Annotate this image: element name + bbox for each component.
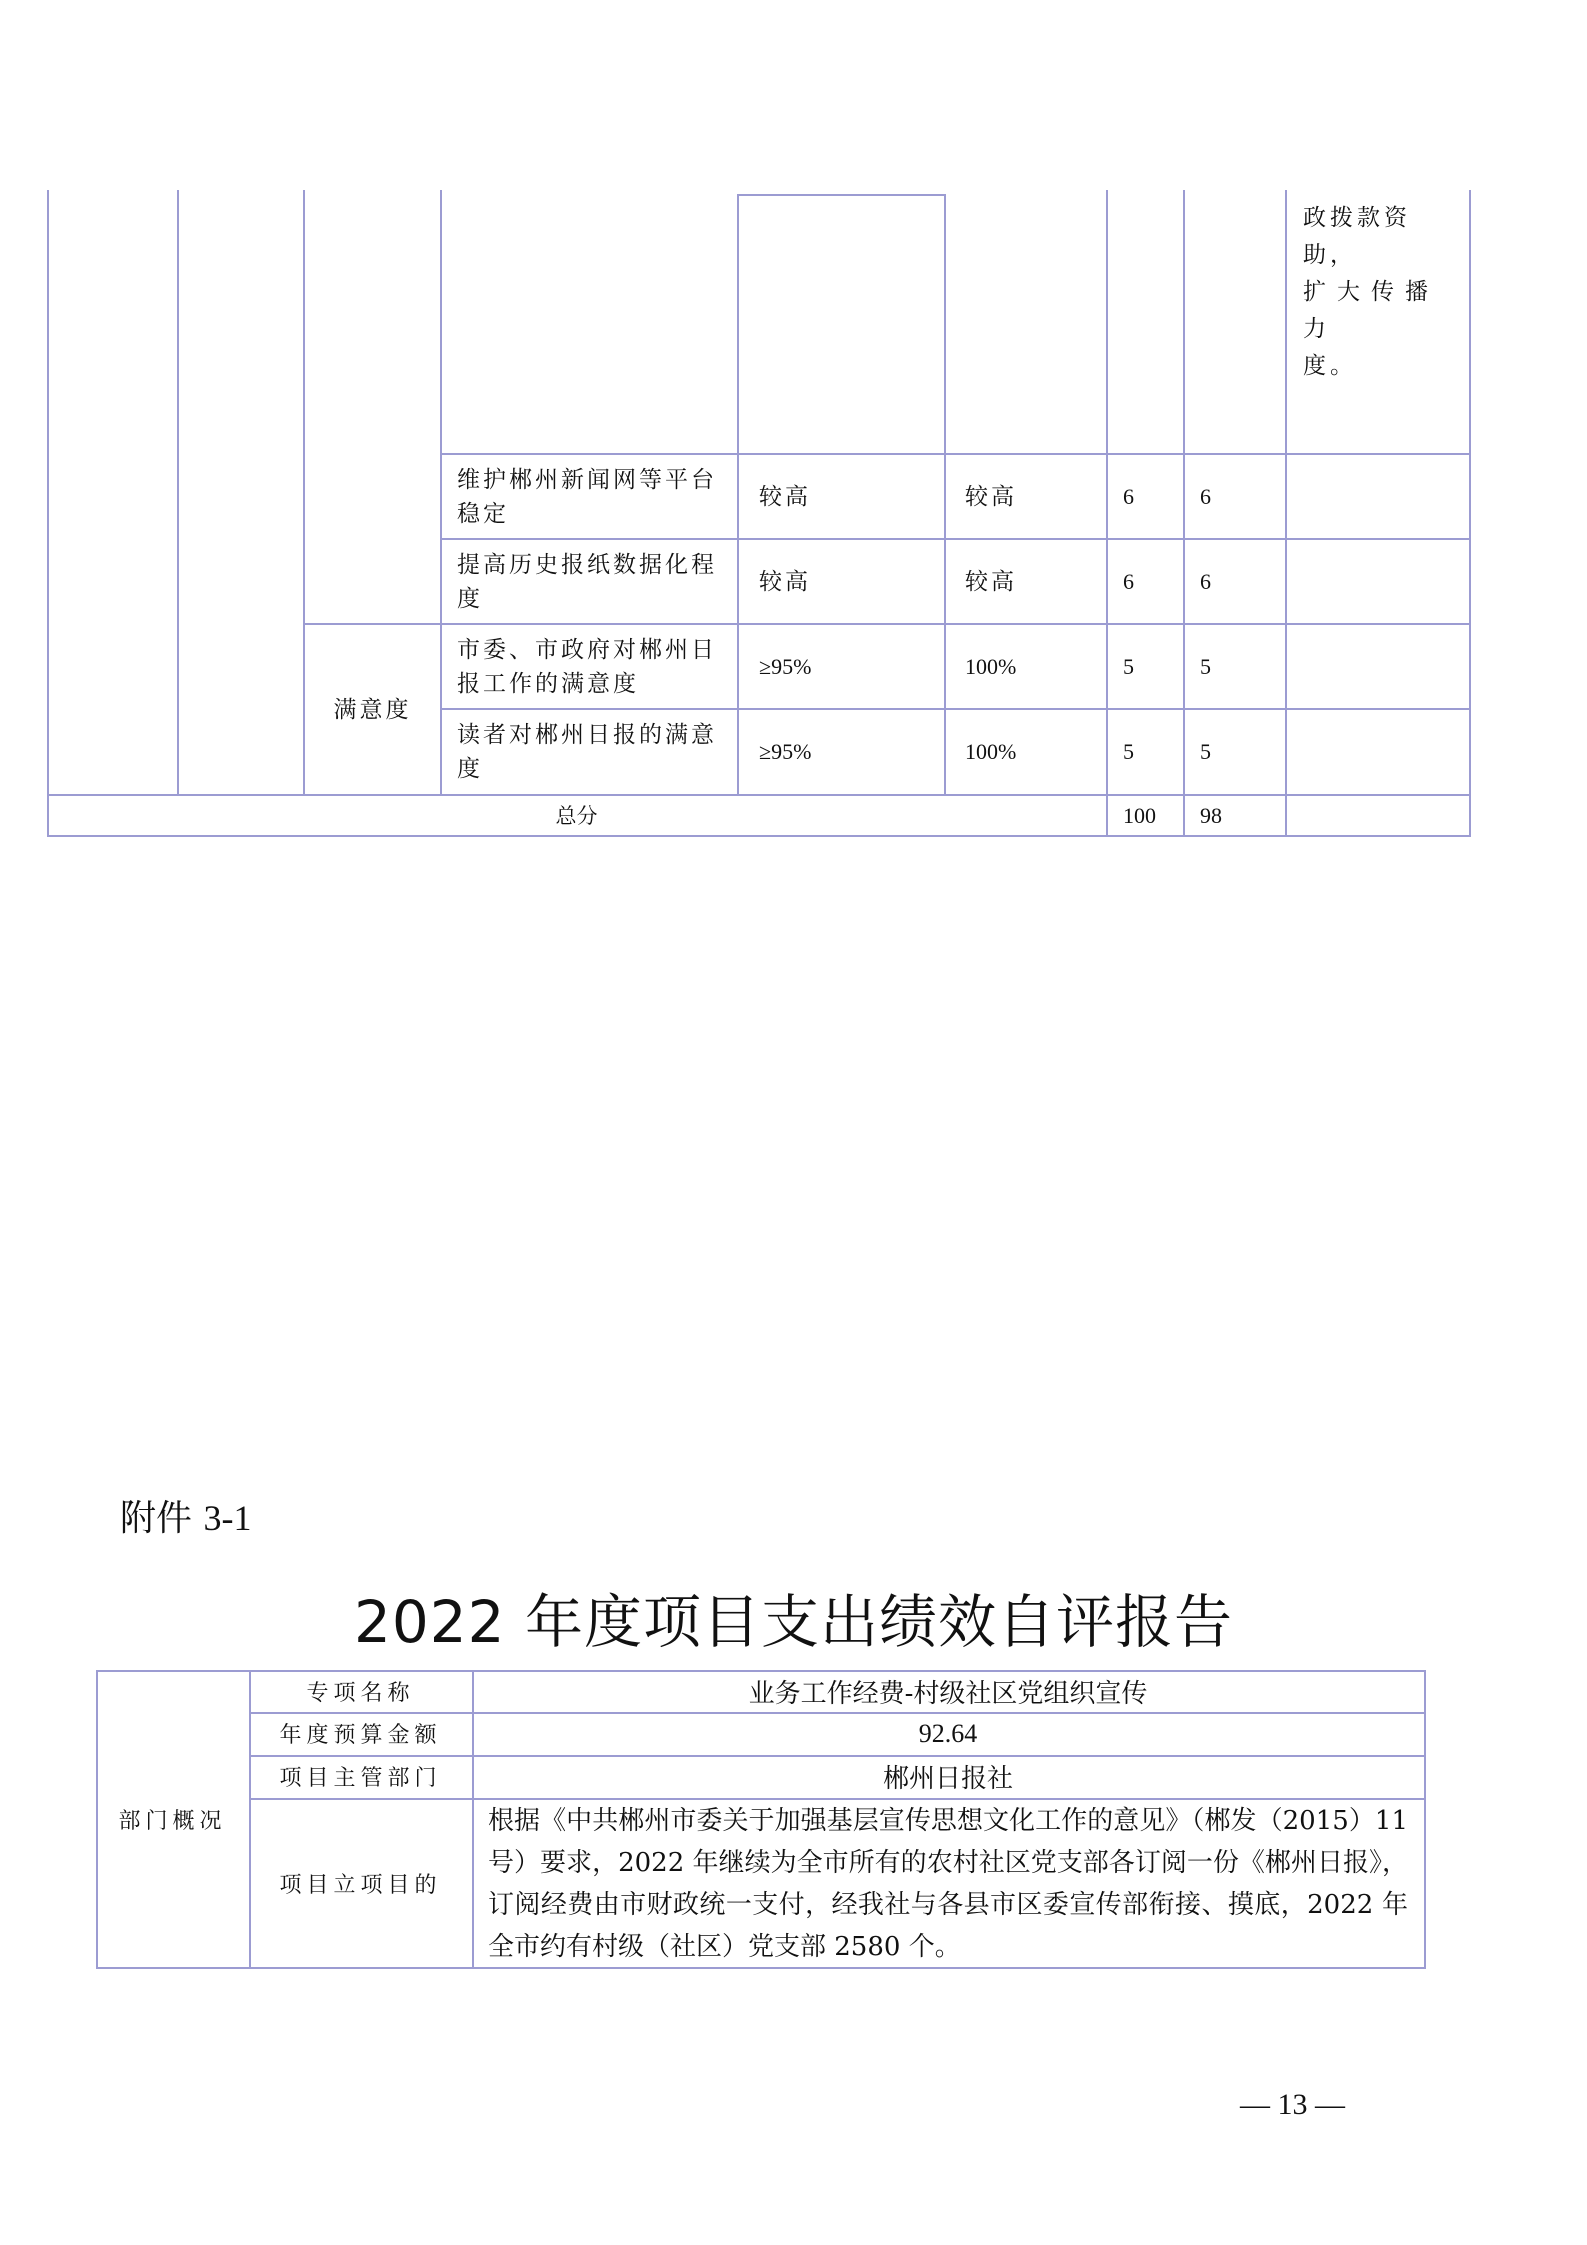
purpose-text: 根据《中共郴州市委关于加强基层宣传思想文化工作的意见》（郴发（2015）11 号）要求，2022 年继续为全市所有的农村社区党支部各订阅一份《郴州日报》，订阅经费由市财政统一支付，经我社与各县市区委宣传部衔接、摸底，2022 年全市约有村级（社区）党支部 2580 个。: [488, 1806, 1408, 1962]
row-label: 项目主管部门: [279, 1766, 442, 1791]
total-score: 98: [1200, 803, 1222, 828]
actual-cell: 较高: [965, 569, 1017, 595]
row-label: 专项名称: [306, 1680, 415, 1706]
actual-cell: 较高: [965, 484, 1017, 510]
remark-cell: [1303, 200, 1453, 385]
indicator-cell: 提高历史报纸数据化程度: [457, 552, 717, 612]
actual-cell: 100%: [965, 739, 1017, 764]
weight-cell: 6: [1123, 569, 1134, 594]
table-border: [47, 190, 49, 836]
remark-line: 政拨款资助，: [1303, 205, 1411, 268]
project-name-value: 业务工作经费-村级社区党组织宣传: [748, 1678, 1148, 1709]
target-cell: ≥95%: [759, 654, 812, 679]
score-cell: 5: [1200, 739, 1211, 764]
target-cell: 较高: [759, 569, 811, 595]
report-table: [96, 1670, 1426, 1968]
table-divider: [737, 194, 944, 196]
table-divider: [1106, 190, 1108, 836]
score-cell: 6: [1200, 484, 1211, 509]
table-border: [1424, 1670, 1426, 1968]
score-cell: 6: [1200, 569, 1211, 594]
row-label: 年度预算金额: [279, 1723, 442, 1748]
actual-cell: 100%: [965, 654, 1017, 679]
remark-line: 扩大传播力: [1303, 279, 1439, 342]
table-divider: [177, 190, 179, 794]
attachment-prefix: 附件: [120, 1498, 193, 1539]
target-cell: ≥95%: [759, 739, 812, 764]
page-number: — 13 —: [1240, 2088, 1345, 2121]
table-border: [1469, 190, 1471, 836]
weight-cell: 5: [1123, 654, 1134, 679]
target-cell: 较高: [759, 484, 811, 510]
attachment-label: [120, 1490, 251, 1541]
indicator-cell: 市委、市政府对郴州日报工作的满意度: [457, 637, 717, 697]
performance-indicator-table: [47, 190, 1471, 836]
indicator-cell: 维护郴州新闻网等平台稳定: [457, 467, 717, 527]
indicator-cell: 读者对郴州日报的满意度: [457, 722, 717, 782]
budget-value: 92.64: [918, 1718, 978, 1748]
table-divider: [1285, 190, 1287, 836]
total-label: 总分: [555, 804, 598, 828]
table-divider: [737, 194, 739, 794]
section-label: 部门概况: [118, 1808, 227, 1834]
table-divider: [1183, 190, 1185, 836]
table-divider: [440, 190, 442, 794]
row-label: 项目立项目的: [279, 1872, 442, 1898]
page-title: 2022 年度项目支出绩效自评报告: [353, 1588, 1234, 1656]
attachment-number: 3-1: [203, 1498, 252, 1538]
department-value: 郴州日报社: [882, 1764, 1013, 1794]
weight-cell: 6: [1123, 484, 1134, 509]
score-cell: 5: [1200, 654, 1211, 679]
table-divider: [944, 194, 946, 794]
total-weight: 100: [1123, 803, 1156, 828]
satisfaction-label: 满意度: [333, 696, 412, 723]
remark-line: 度。: [1303, 353, 1357, 379]
weight-cell: 5: [1123, 739, 1134, 764]
